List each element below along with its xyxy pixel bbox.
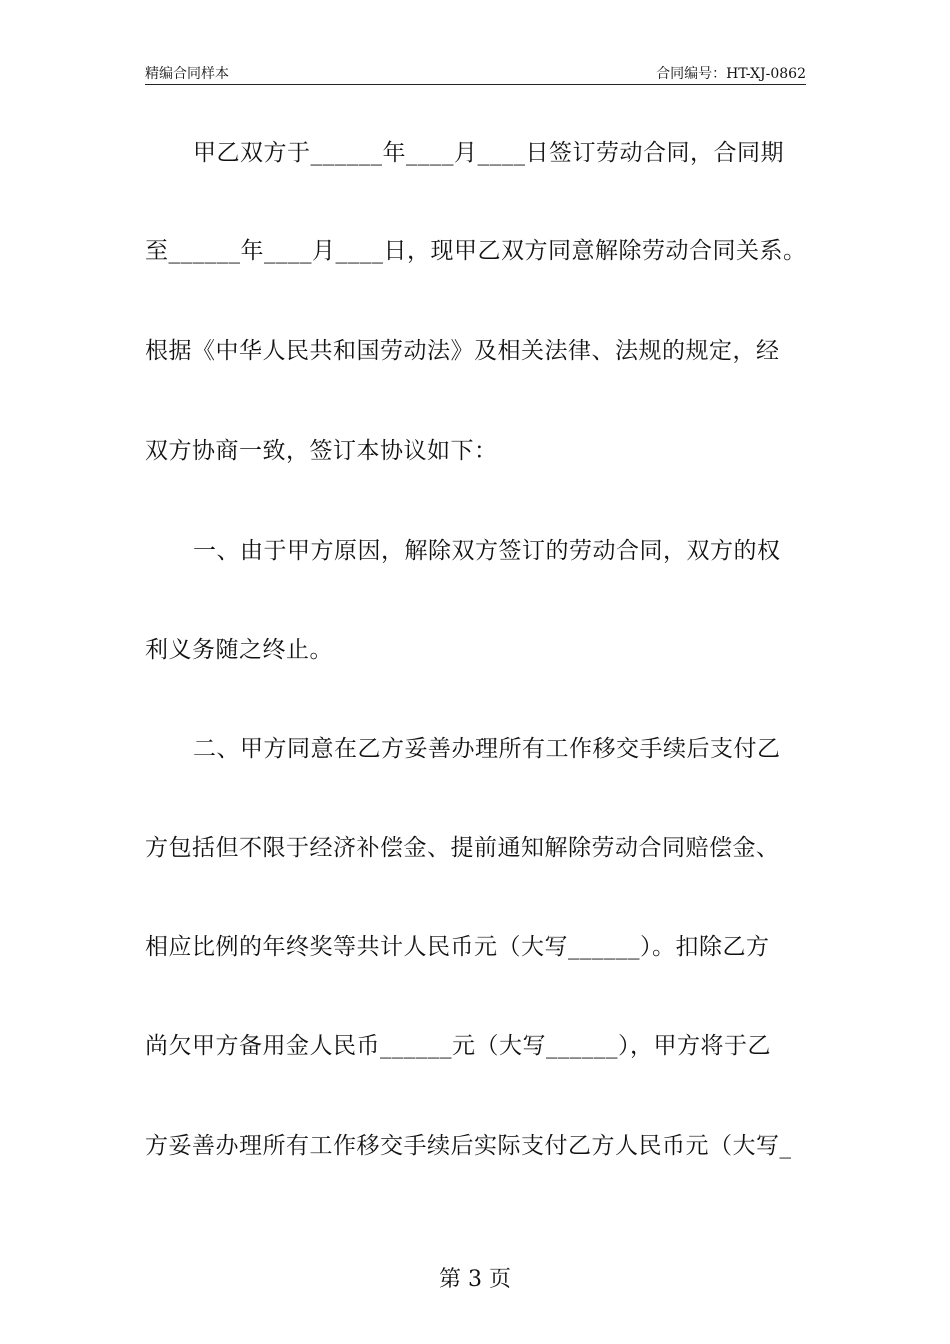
clause-two-line: 方妥善办理所有工作移交手续后实际支付乙方人民币元（大写_ (145, 1133, 792, 1159)
clause-two-line: 相应比例的年终奖等共计人民币元（大写______）。扣除乙方 (145, 934, 770, 960)
header-contract-number: 合同编号：HT-XJ-0862 (656, 66, 806, 82)
header-doc-type: 精编合同样本 (145, 66, 229, 82)
paragraph-line: 至______年____月____日，现甲乙双方同意解除劳动合同关系。 (145, 238, 807, 264)
paragraph-line: 甲乙双方于______年____月____日签订劳动合同，合同期 (193, 140, 784, 166)
clause-two-line: 二、甲方同意在乙方妥善办理所有工作移交手续后支付乙 (193, 736, 781, 762)
page-number: 第 3 页 (439, 1267, 511, 1292)
clause-one-line: 一、由于甲方原因，解除双方签订的劳动合同，双方的权 (193, 538, 781, 564)
clause-one-line: 利义务随之终止。 (145, 637, 333, 663)
paragraph-line: 根据《中华人民共和国劳动法》及相关法律、法规的规定，经 (145, 338, 780, 364)
clause-two-line: 方包括但不限于经济补偿金、提前通知解除劳动合同赔偿金、 (145, 835, 780, 861)
page-header (145, 62, 806, 85)
clause-two-line: 尚欠甲方备用金人民币______元（大写______），甲方将于乙 (145, 1033, 771, 1059)
paragraph-line: 双方协商一致，签订本协议如下： (145, 438, 498, 464)
